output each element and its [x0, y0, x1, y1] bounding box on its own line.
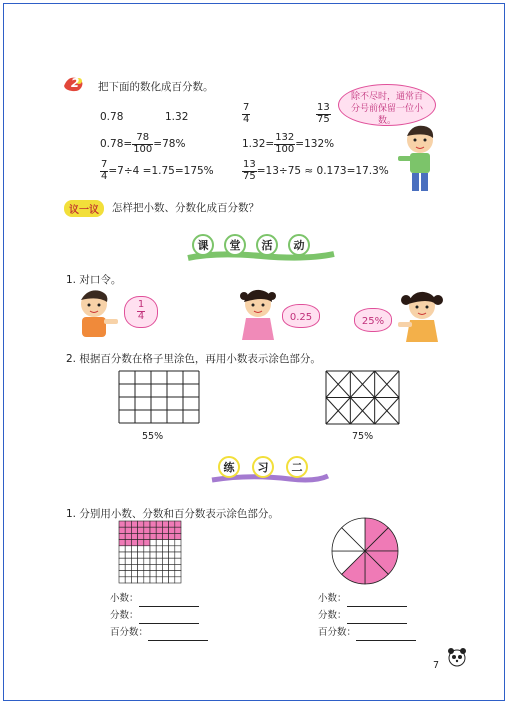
grid-cell-shaded [156, 533, 162, 539]
grid-cell-shaded [162, 521, 168, 527]
grid-cell-shaded [138, 521, 144, 527]
grid-cell [125, 546, 131, 552]
grid-cell [150, 571, 156, 577]
grid-cell [150, 546, 156, 552]
card-one-quarter: $\frac{1}{4}$ [124, 296, 158, 328]
page-number: 7 [433, 660, 440, 671]
grid-cell-shaded [175, 533, 181, 539]
grid-cell [119, 577, 125, 583]
solution-line-c: $\frac{7}{4}$ =7÷4 =1.75=175% [101, 159, 214, 182]
solution-line-a: 0.78= $\frac{78}{100}$ =78% [100, 132, 186, 155]
grid-cell [175, 552, 181, 558]
exercise-banner-char-2: 二 [286, 456, 308, 478]
activity-banner-char-3: 动 [288, 234, 310, 256]
grid-cell-shaded [125, 540, 131, 546]
solution-line-d: $\frac{13}{75}$ =13÷75 ≈ 0.173=17.3% [243, 159, 389, 182]
activity-banner [186, 232, 336, 266]
grid-55-label: 55% [142, 431, 164, 442]
grid-cell [138, 571, 144, 577]
right-fraction-field[interactable]: 分数： [318, 607, 416, 624]
right-decimal-field[interactable]: 小数： [318, 590, 416, 607]
grid-cell-shaded [131, 527, 137, 533]
grid-cell [131, 577, 137, 583]
card-25-percent: 25% [354, 308, 392, 332]
grid-cell [175, 546, 181, 552]
grid-cell [138, 552, 144, 558]
grid-cell-shaded [144, 527, 150, 533]
fraction-7-4: $\frac{7}{4}$ [243, 102, 250, 125]
girl-character-icon [236, 288, 280, 342]
grid-cell [162, 546, 168, 552]
grid-cell [162, 558, 168, 564]
grid-cell [119, 558, 125, 564]
speech-bubble [338, 84, 436, 126]
grid-cell [131, 558, 137, 564]
exercise-banner-char-0: 练 [218, 456, 240, 478]
grid-cell [131, 571, 137, 577]
grid-cell-shaded [156, 521, 162, 527]
grid-75-label: 75% [352, 431, 374, 442]
grid-cell [169, 552, 175, 558]
right-percent-field[interactable]: 百分数： [318, 624, 416, 641]
grid-cell [125, 564, 131, 570]
grid-cell [175, 564, 181, 570]
grid-75 [325, 370, 400, 429]
exercise-banner [210, 452, 330, 488]
grid-cell [156, 577, 162, 583]
grid-cell-shaded [138, 533, 144, 539]
exercise-banner-char-1: 习 [252, 456, 274, 478]
grid-cell [150, 552, 156, 558]
grid-cell [175, 577, 181, 583]
grid-cell-shaded [125, 527, 131, 533]
grid-cell-shaded [150, 521, 156, 527]
grid-cell [156, 552, 162, 558]
grid-cell [144, 564, 150, 570]
fraction-13-75: $\frac{13}{75}$ [317, 102, 330, 125]
left-percent-field[interactable]: 百分数： [110, 624, 208, 641]
right-answer-fields [318, 590, 416, 641]
grid-cell [119, 552, 125, 558]
activity-q1: 1. 对口令。 [66, 274, 122, 286]
grid-cell-shaded [175, 521, 181, 527]
grid-cell-shaded [162, 533, 168, 539]
grid-cell [144, 558, 150, 564]
grid-cell-shaded [138, 540, 144, 546]
left-answer-fields [110, 590, 208, 641]
activity-banner-char-1: 堂 [224, 234, 246, 256]
grid-cell [156, 558, 162, 564]
left-decimal-field[interactable]: 小数： [110, 590, 208, 607]
grid-cell [169, 540, 175, 546]
grid-cell-shaded [131, 540, 137, 546]
fraction-pie [330, 516, 400, 590]
grid-cell [131, 564, 137, 570]
grid-cell [144, 577, 150, 583]
grid-cell-shaded [156, 527, 162, 533]
grid-cell-shaded [119, 540, 125, 546]
grid-cell [175, 571, 181, 577]
grid-cell [156, 546, 162, 552]
grid-cell-shaded [169, 527, 175, 533]
grid-cell [125, 552, 131, 558]
grid-cell [169, 546, 175, 552]
hundred-grid [118, 520, 182, 588]
exercise-q1: 1. 分别用小数、分数和百分数表示涂色部分。 [66, 508, 279, 520]
example-number-icon [62, 74, 86, 94]
grid-cell-shaded [119, 527, 125, 533]
grid-cell [156, 571, 162, 577]
grid-cell [175, 540, 181, 546]
grid-cell-shaded [131, 533, 137, 539]
grid-cell-shaded [131, 521, 137, 527]
girl2-character-icon [398, 290, 446, 344]
boy2-character-icon [72, 288, 120, 340]
grid-cell-shaded [144, 540, 150, 546]
instruction-text: 把下面的数化成百分数。 [98, 81, 214, 93]
solution-line-b: 1.32= $\frac{132}{100}$ =132% [242, 132, 335, 155]
grid-cell [162, 540, 168, 546]
grid-cell [138, 577, 144, 583]
grid-cell [131, 552, 137, 558]
decimal-132: 1.32 [165, 111, 189, 123]
grid-cell [175, 558, 181, 564]
grid-cell [169, 558, 175, 564]
grid-cell-shaded [150, 527, 156, 533]
grid-cell-shaded [119, 533, 125, 539]
grid-cell [156, 540, 162, 546]
example-number: 2 [71, 76, 80, 90]
grid-cell [125, 577, 131, 583]
grid-cell [162, 571, 168, 577]
grid-cell [119, 564, 125, 570]
grid-cell-shaded [119, 521, 125, 527]
grid-cell-shaded [144, 533, 150, 539]
speech-text: 除不尽时，通常百分号前保留一位小数。 [350, 92, 423, 126]
panda-icon [446, 646, 468, 672]
grid-cell [162, 552, 168, 558]
grid-cell [169, 571, 175, 577]
activity-banner-char-2: 活 [256, 234, 278, 256]
grid-cell [144, 552, 150, 558]
grid-cell-shaded [150, 533, 156, 539]
grid-cell-shaded [125, 521, 131, 527]
grid-cell-shaded [138, 527, 144, 533]
grid-cell-shaded [125, 533, 131, 539]
grid-cell [150, 564, 156, 570]
left-fraction-field[interactable]: 分数： [110, 607, 208, 624]
discuss-question: 怎样把小数、分数化成百分数？ [112, 202, 259, 214]
grid-cell [144, 546, 150, 552]
grid-cell [169, 564, 175, 570]
grid-55 [118, 370, 200, 428]
grid-cell-shaded [169, 521, 175, 527]
grid-cell-shaded [162, 527, 168, 533]
grid-cell [162, 577, 168, 583]
card-025: 0.25 [282, 304, 320, 328]
grid-cell-shaded [169, 533, 175, 539]
activity-q2: 2. 根据百分数在格子里涂色，再用小数表示涂色部分。 [66, 353, 321, 365]
grid-cell-shaded [175, 527, 181, 533]
grid-cell [162, 564, 168, 570]
grid-cell [138, 546, 144, 552]
grid-cell [138, 564, 144, 570]
activity-banner-char-0: 课 [192, 234, 214, 256]
boy-character-icon [398, 122, 444, 196]
grid-cell [156, 564, 162, 570]
grid-cell-shaded [144, 521, 150, 527]
grid-cell [125, 558, 131, 564]
decimal-078: 0.78 [100, 111, 124, 123]
grid-cell [138, 558, 144, 564]
grid-cell [119, 571, 125, 577]
grid-cell [169, 577, 175, 583]
grid-cell [119, 546, 125, 552]
grid-cell [150, 540, 156, 546]
grid-cell [131, 546, 137, 552]
grid-cell [150, 577, 156, 583]
grid-cell [150, 558, 156, 564]
grid-cell [125, 571, 131, 577]
discuss-tag: 议一议 [64, 200, 104, 217]
grid-cell [144, 571, 150, 577]
